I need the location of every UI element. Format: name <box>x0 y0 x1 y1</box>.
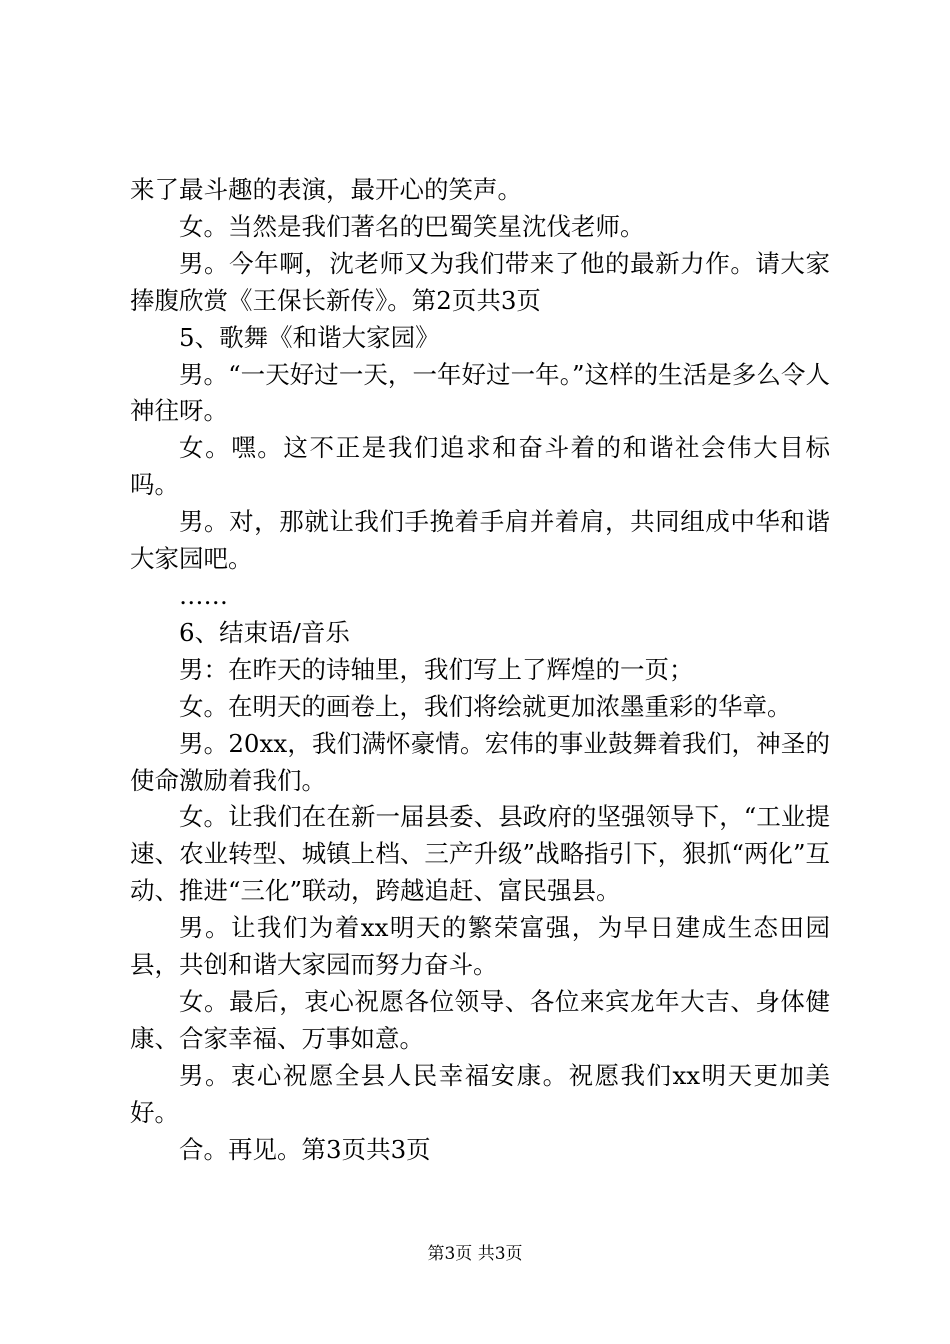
section-heading-5: 5、歌舞《和谐大家园》 <box>179 322 440 352</box>
paragraph-13: 女。让我们在在新一届县委、县政府的坚强领导下，“工业提速、农业转型、城镇上档、三产升级”战略指引下，狠抓“两化”互动、推进“三化”联动，跨越追赶、富民强县。 <box>130 802 830 906</box>
paragraph-6: 女。嘿。这不正是我们追求和奋斗着的和谐社会伟大目标吗。 <box>130 433 830 500</box>
paragraph-7: 男。对，那就让我们手挽着手肩并着肩，共同组成中华和谐大家园吧。 <box>130 507 830 574</box>
page-footer <box>0 1243 950 1265</box>
paragraph-2: 女。当然是我们著名的巴蜀笑星沈伐老师。 <box>179 211 645 241</box>
paragraph-1: 来了最斗趣的表演，最开心的笑声。 <box>130 175 522 204</box>
ellipsis-line: …… <box>179 580 228 610</box>
paragraph-5: 男。“一天好过一天，一年好过一年。”这样的生活是多么令人神往呀。 <box>130 359 830 426</box>
paragraph-17: 合。再见。第3页共3页 <box>179 1134 431 1164</box>
paragraph-12: 男。20xx，我们满怀豪情。宏伟的事业鼓舞着我们，神圣的使命激励着我们。 <box>130 728 830 795</box>
paragraph-15: 女。最后，衷心祝愿各位领导、各位来宾龙年大吉、身体健康、合家幸福、万事如意。 <box>130 986 830 1053</box>
paragraph-14: 男。让我们为着xx明天的繁荣富强，为早日建成生态田园县，共创和谐大家园而努力奋斗。 <box>130 913 830 980</box>
document-body <box>130 172 830 1168</box>
section-heading-6: 6、结束语/音乐 <box>179 617 350 647</box>
paragraph-10: 男：在昨天的诗轴里，我们写上了辉煌的一页； <box>179 654 694 684</box>
paragraph-11: 女。在明天的画卷上，我们将绘就更加浓墨重彩的华章。 <box>179 691 792 721</box>
paragraph-16: 男。衷心祝愿全县人民幸福安康。祝愿我们xx明天更加美好。 <box>130 1060 830 1127</box>
paragraph-3: 男。今年啊，沈老师又为我们带来了他的最新力作。请大家捧腹欣赏《王保长新传》。第2页共3页 <box>130 248 830 315</box>
page-number-label: 第3页 共3页 <box>427 1244 523 1264</box>
